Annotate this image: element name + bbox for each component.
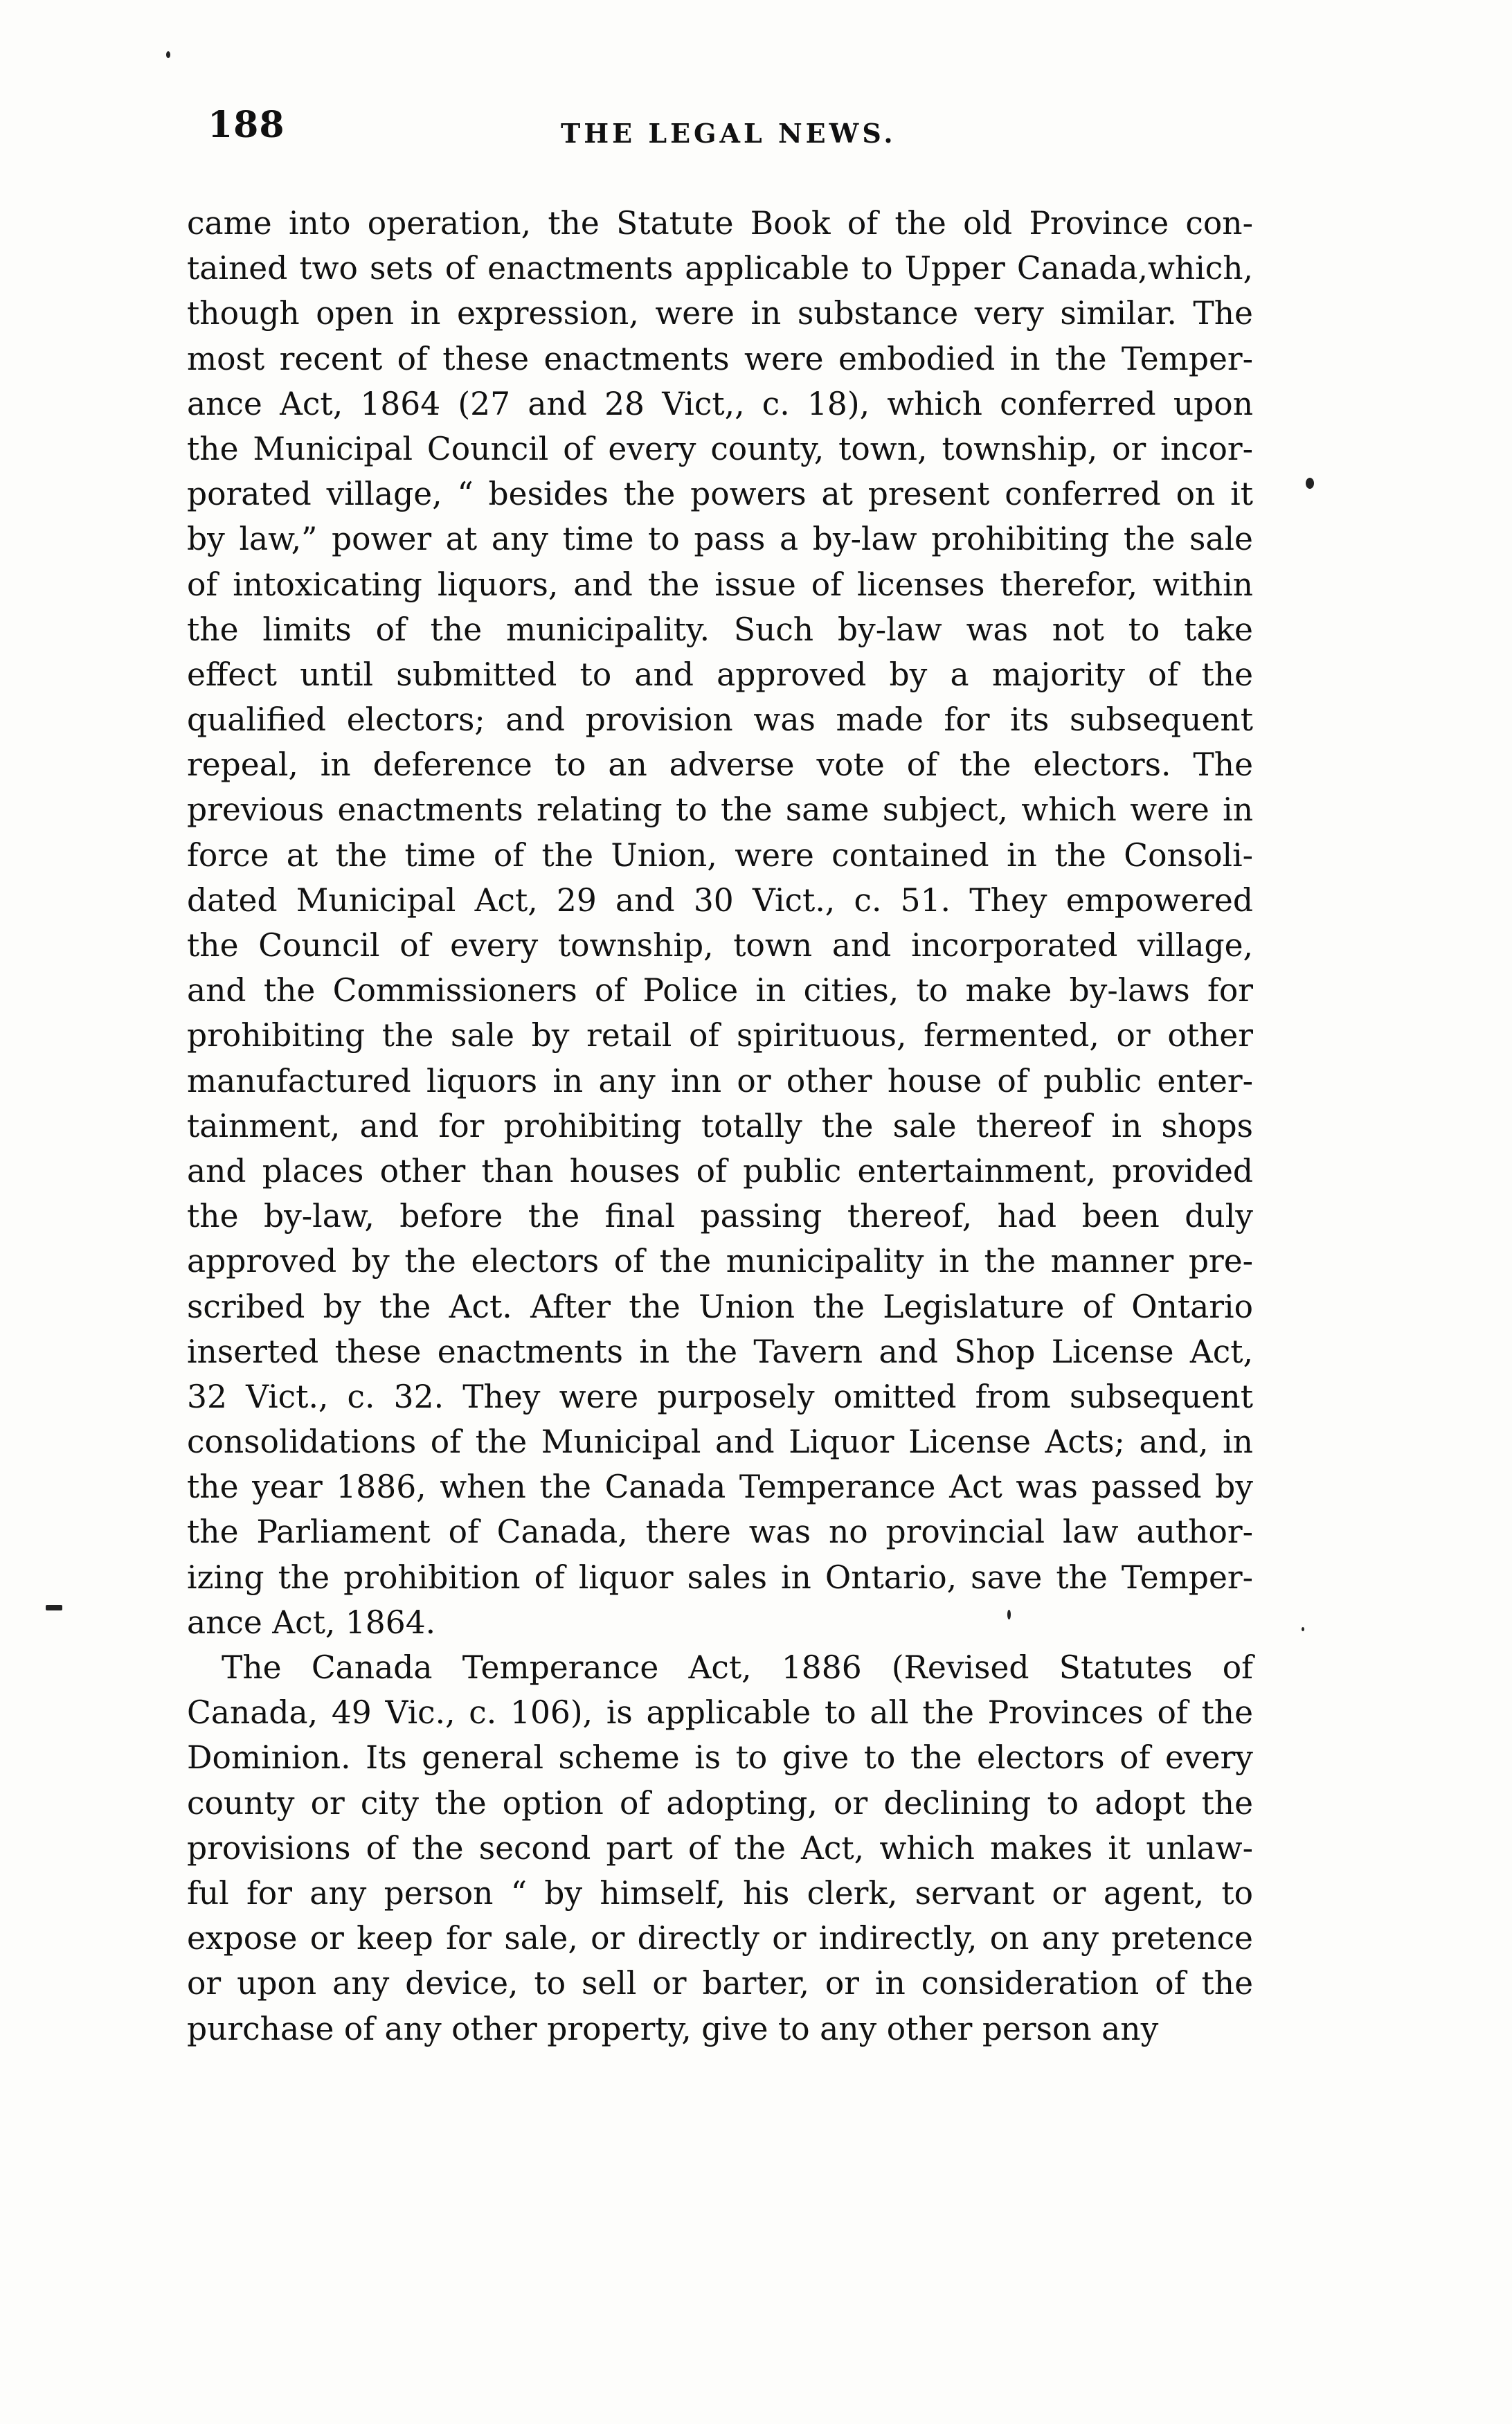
text-line: izing the prohibition of liquor sales in Ontario, save the Temper- xyxy=(187,1559,1253,1596)
text-line: consolidations of the Municipal and Liquor License Acts; and, in xyxy=(187,1424,1253,1461)
text-line: force at the time of the Union, were contained in the Consoli- xyxy=(187,836,1253,874)
scan-speck xyxy=(46,1605,62,1610)
text-line: prohibiting the sale by retail of spirituous, fermented, or other xyxy=(187,1017,1253,1054)
text-line: ance Act, 1864. xyxy=(187,1604,436,1641)
text-line: and places other than houses of public entertainment, provided xyxy=(187,1152,1253,1189)
scan-speck xyxy=(166,51,170,58)
text-line: ance Act, 1864 (27 and 28 Vict,, c. 18), which conferred upon xyxy=(187,385,1253,422)
text-line: or upon any device, to sell or barter, or in consideration of the xyxy=(187,1965,1253,2002)
text-line: and the Commissioners of Police in cities, to make by-laws for xyxy=(187,972,1253,1009)
text-line: the by-law, before the final passing thereof, had been duly xyxy=(187,1198,1253,1235)
text-line: previous enactments relating to the same subject, which were in xyxy=(187,791,1253,829)
text-line: repeal, in deference to an adverse vote of the electors. The xyxy=(187,746,1253,784)
scan-speck xyxy=(1302,1627,1304,1631)
text-line: county or city the option of adopting, or declining to adopt the xyxy=(187,1784,1253,1822)
text-line: though open in expression, were in substance very similar. The xyxy=(187,295,1253,332)
running-title: THE LEGAL NEWS. xyxy=(561,118,897,149)
text-line: by law,” power at any time to pass a by-law prohibiting the sale xyxy=(187,521,1253,558)
text-line: tained two sets of enactments applicable to Upper Canada,which, xyxy=(187,250,1253,287)
text-line: 32 Vict., c. 32. They were purposely omitted from subsequent xyxy=(187,1378,1253,1415)
text-line: tainment, and for prohibiting totally the sale thereof in shops xyxy=(187,1107,1253,1144)
page-number: 188 xyxy=(208,104,285,146)
text-line: dated Municipal Act, 29 and 30 Vict., c. 51. They empowered xyxy=(187,881,1253,919)
text-line: ful for any person “ by himself, his clerk, servant or agent, to xyxy=(187,1874,1253,1912)
text-line: manufactured liquors in any inn or other house of public enter- xyxy=(187,1062,1253,1099)
text-line: the limits of the municipality. Such by-law was not to take xyxy=(187,611,1253,648)
page-header xyxy=(208,104,1274,159)
text-line: inserted these enactments in the Tavern and Shop License Act, xyxy=(187,1333,1253,1370)
body-text xyxy=(187,201,1253,2052)
text-line: the Parliament of Canada, there was no provincial law author- xyxy=(187,1514,1253,1551)
text-line: qualified electors; and provision was made for its subsequent xyxy=(187,701,1253,739)
text-line: The Canada Temperance Act, 1886 (Revised Statutes of xyxy=(222,1649,1253,1686)
text-line: Canada, 49 Vic., c. 106), is applicable to all the Provinces of the xyxy=(187,1694,1253,1732)
text-line: effect until submitted to and approved by a majority of the xyxy=(187,656,1253,693)
text-line: purchase of any other property, give to any other person any xyxy=(187,2010,1159,2047)
text-line: the Municipal Council of every county, town, township, or incor- xyxy=(187,430,1253,467)
scan-speck xyxy=(1007,1610,1011,1619)
paragraph xyxy=(187,1645,1253,2052)
scan-speck xyxy=(1306,478,1314,489)
text-line: expose or keep for sale, or directly or indirectly, on any pretence xyxy=(187,1920,1253,1957)
paragraph-container xyxy=(187,201,1253,2052)
text-line: most recent of these enactments were embodied in the Temper- xyxy=(187,340,1253,377)
text-line: came into operation, the Statute Book of the old Province con- xyxy=(187,205,1253,242)
text-line: scribed by the Act. After the Union the Legislature of Ontario xyxy=(187,1288,1253,1325)
text-line: provisions of the second part of the Act, which makes it unlaw- xyxy=(187,1829,1253,1867)
text-line: Dominion. Its general scheme is to give to the electors of every xyxy=(187,1739,1253,1777)
paragraph xyxy=(187,201,1253,1645)
text-line: porated village, “ besides the powers at present conferred on it xyxy=(187,476,1253,513)
text-line: the Council of every township, town and incorporated village, xyxy=(187,927,1253,964)
text-line: approved by the electors of the municipality in the manner pre- xyxy=(187,1243,1253,1280)
text-line: the year 1886, when the Canada Temperance Act was passed by xyxy=(187,1469,1253,1506)
text-line: of intoxicating liquors, and the issue of licenses therefor, within xyxy=(187,566,1253,603)
